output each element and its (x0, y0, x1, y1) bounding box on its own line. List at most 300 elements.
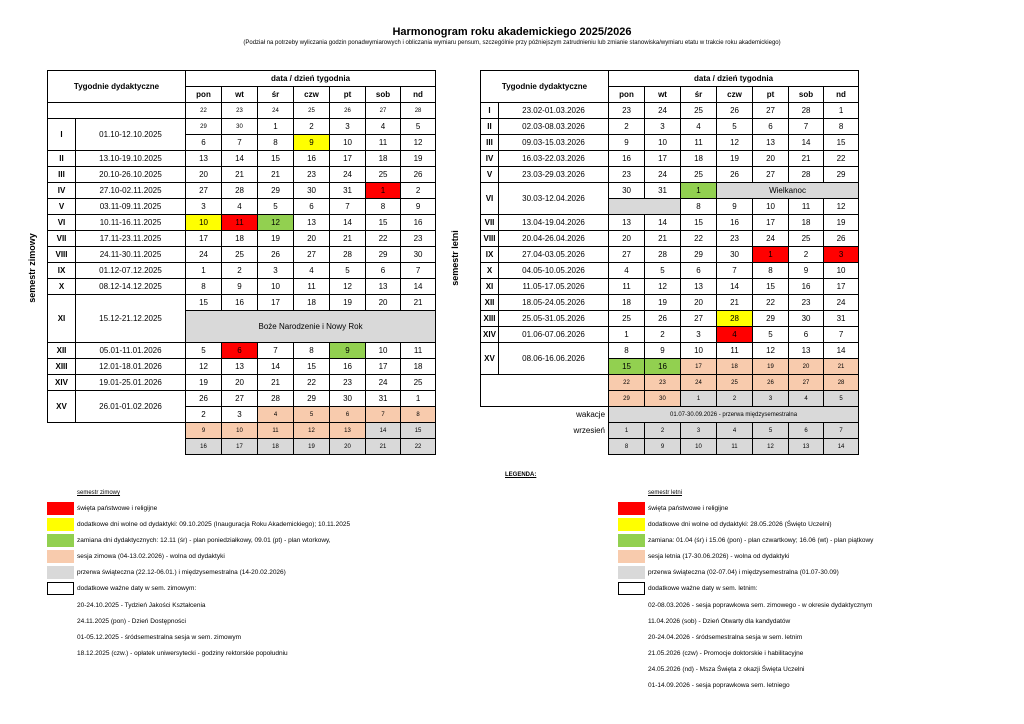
date-cell: 3 (186, 199, 222, 215)
legend-note: 20-24.04.2026 - śródsemestralna sesja w sem. letnim (648, 634, 803, 641)
date-cell: 25 (294, 103, 330, 119)
date-cell: 18 (401, 359, 436, 375)
date-cell: 5 (186, 343, 222, 359)
date-cell: 12 (294, 423, 330, 439)
date-cell: 6 (222, 343, 258, 359)
week-range: 03.11-09.11.2025 (76, 199, 186, 215)
legend-swatch (618, 518, 645, 531)
date-cell: 3 (258, 263, 294, 279)
date-cell: 16 (645, 359, 681, 375)
date-cell: 18 (717, 359, 753, 375)
date-cell: 29 (294, 391, 330, 407)
date-cell: 2 (222, 263, 258, 279)
date-cell: 28 (401, 103, 436, 119)
week-number: VI (48, 215, 76, 231)
week-number: XII (48, 343, 76, 359)
date-cell: 5 (294, 407, 330, 423)
date-cell: 12 (645, 279, 681, 295)
date-cell: 10 (753, 199, 789, 215)
date-cell: 17 (222, 439, 258, 455)
date-cell: 17 (681, 359, 717, 375)
week-number: II (481, 119, 499, 135)
date-cell: 20 (222, 375, 258, 391)
date-cell: 4 (609, 263, 645, 279)
date-cell: 9 (401, 199, 436, 215)
day-header: pon (609, 87, 645, 103)
date-cell: 28 (824, 375, 859, 391)
date-cell: 23 (330, 375, 366, 391)
date-cell: 18 (609, 295, 645, 311)
date-cell: 19 (330, 295, 366, 311)
week-range: 08.12-14.12.2025 (76, 279, 186, 295)
week-range: 12.01-18.01.2026 (76, 359, 186, 375)
date-cell: 1 (186, 263, 222, 279)
date-day-header: data / dzień tygodnia (186, 71, 436, 87)
day-header: sob (366, 87, 401, 103)
date-cell: 20 (681, 295, 717, 311)
date-cell: 19 (753, 359, 789, 375)
week-number: IV (481, 151, 499, 167)
date-cell: 23 (717, 231, 753, 247)
date-cell: 9 (330, 343, 366, 359)
week-number: XIV (481, 327, 499, 343)
legend-text: dodatkowe ważne daty w sem. zimowym: (77, 585, 197, 592)
week-range: 01.12-07.12.2025 (76, 263, 186, 279)
weeks-header: Tygodnie dydaktyczne (481, 71, 609, 103)
week-number: I (481, 103, 499, 119)
week-number: IX (481, 247, 499, 263)
date-cell: 17 (330, 151, 366, 167)
date-cell: 23 (222, 103, 258, 119)
date-cell: 5 (753, 327, 789, 343)
date-cell: 20 (609, 231, 645, 247)
week-number: VIII (481, 231, 499, 247)
date-cell: 26 (824, 231, 859, 247)
date-cell: 13 (753, 135, 789, 151)
legend-note: 01-14.09.2026 - sesja poprawkowa sem. letniego (648, 682, 790, 689)
date-cell: 17 (824, 279, 859, 295)
date-cell: 18 (258, 439, 294, 455)
week-range: 05.01-11.01.2026 (76, 343, 186, 359)
date-cell: 30 (330, 391, 366, 407)
date-cell: 25 (717, 375, 753, 391)
week-number: XII (481, 295, 499, 311)
date-cell: 31 (330, 183, 366, 199)
week-number: V (48, 199, 76, 215)
date-cell: 14 (789, 135, 824, 151)
legend-item (47, 518, 350, 531)
date-cell: 28 (717, 311, 753, 327)
date-cell: 22 (681, 231, 717, 247)
legend-item (47, 582, 196, 595)
date-cell: 26 (717, 167, 753, 183)
week-range: 19.01-25.01.2026 (76, 375, 186, 391)
date-cell: 10 (824, 263, 859, 279)
date-cell: 7 (401, 263, 436, 279)
day-header: śr (258, 87, 294, 103)
legend-swatch (618, 566, 645, 579)
legend-note: 24.05.2026 (nd) - Msza Święta z okazji Święta Uczelni (648, 666, 805, 673)
date-cell: 15 (824, 135, 859, 151)
legend-item (618, 566, 839, 579)
date-cell: 27 (789, 375, 824, 391)
date-cell: 21 (717, 295, 753, 311)
week-number: III (48, 167, 76, 183)
date-cell: 4 (258, 407, 294, 423)
date-cell: 17 (186, 231, 222, 247)
week-range: 09.03-15.03.2026 (499, 135, 609, 151)
week-number: XIII (48, 359, 76, 375)
date-cell: 15 (753, 279, 789, 295)
legend-item (618, 582, 757, 595)
date-cell: 1 (824, 103, 859, 119)
date-cell: 16 (186, 439, 222, 455)
date-cell: 9 (222, 279, 258, 295)
week-range: 30.03-12.04.2026 (499, 183, 609, 215)
date-cell: 30 (294, 183, 330, 199)
date-cell: 24 (330, 167, 366, 183)
date-cell: 7 (824, 423, 859, 439)
week-range: 08.06-16.06.2026 (499, 343, 609, 375)
week-range: 23.02-01.03.2026 (499, 103, 609, 119)
date-cell: 13 (789, 439, 824, 455)
date-cell: 3 (330, 119, 366, 135)
date-cell: 28 (645, 247, 681, 263)
date-cell: 16 (717, 215, 753, 231)
summer-semester-label: semestr letni (450, 230, 460, 286)
date-cell: 9 (645, 343, 681, 359)
date-cell: 2 (789, 247, 824, 263)
winter-calendar-table (47, 70, 436, 455)
winter-semester-label: semestr zimowy (27, 233, 37, 303)
weeks-header: Tygodnie dydaktyczne (48, 71, 186, 103)
september-label: wrzesień (573, 425, 606, 435)
date-cell: 4 (366, 119, 401, 135)
legend-text: święta państwowe i religijne (648, 505, 729, 512)
date-cell: 1 (366, 183, 401, 199)
date-cell: 12 (717, 135, 753, 151)
date-cell: 5 (753, 423, 789, 439)
legend-text: sesja zimowa (04-13.02.2026) - wolna od dydaktyki (77, 553, 225, 560)
date-cell: 4 (717, 423, 753, 439)
date-cell: 5 (258, 199, 294, 215)
date-cell: 29 (824, 167, 859, 183)
date-cell: 8 (681, 199, 717, 215)
date-cell: 15 (609, 359, 645, 375)
date-cell: 6 (789, 423, 824, 439)
date-cell: 21 (258, 375, 294, 391)
legend-text: zamiana dni dydaktycznych: 12.11 (śr) - plan poniedziałkowy, 09.01 (pt) - plan wtorkowy, (77, 537, 331, 544)
date-cell: 30 (222, 119, 258, 135)
week-range: 20.10-26.10.2025 (76, 167, 186, 183)
date-cell: 22 (366, 231, 401, 247)
date-cell: 10 (222, 423, 258, 439)
date-cell: 10 (330, 135, 366, 151)
date-cell: 25 (366, 167, 401, 183)
date-cell: 21 (222, 167, 258, 183)
legend-summer-title: semestr letni (648, 490, 683, 496)
date-cell: 4 (222, 199, 258, 215)
date-cell: 15 (294, 359, 330, 375)
date-cell: 12 (753, 439, 789, 455)
date-cell: 26 (645, 311, 681, 327)
date-cell: 23 (609, 167, 645, 183)
legend-item (618, 534, 873, 547)
week-range: 25.05-31.05.2026 (499, 311, 609, 327)
date-cell: 8 (294, 343, 330, 359)
date-cell: 6 (366, 263, 401, 279)
legend-swatch (47, 502, 74, 515)
date-cell: 13 (222, 359, 258, 375)
date-cell: 13 (294, 215, 330, 231)
week-number: VI (481, 183, 499, 215)
date-cell: 18 (366, 151, 401, 167)
date-cell: 31 (366, 391, 401, 407)
date-cell: 12 (186, 359, 222, 375)
date-cell: 7 (222, 135, 258, 151)
date-cell: 10 (645, 135, 681, 151)
date-cell: 13 (609, 215, 645, 231)
date-cell: 6 (753, 119, 789, 135)
date-cell: 30 (401, 247, 436, 263)
week-range: 24.11-30.11.2025 (76, 247, 186, 263)
week-range: 20.04-26.04.2026 (499, 231, 609, 247)
week-number: XI (48, 295, 76, 343)
week-number: XV (481, 343, 499, 375)
date-cell: 25 (401, 375, 436, 391)
week-range: 16.03-22.03.2026 (499, 151, 609, 167)
date-cell: 27 (366, 103, 401, 119)
date-cell: 21 (824, 359, 859, 375)
date-cell: 2 (294, 119, 330, 135)
week-number: I (48, 119, 76, 151)
date-cell: 4 (789, 391, 824, 407)
date-cell: 5 (330, 263, 366, 279)
date-cell: 27 (681, 311, 717, 327)
date-cell: 21 (645, 231, 681, 247)
date-cell: 16 (294, 151, 330, 167)
legend-swatch (47, 550, 74, 563)
date-cell: 25 (681, 167, 717, 183)
date-cell: 27 (609, 247, 645, 263)
date-cell: 29 (681, 247, 717, 263)
date-cell: 17 (645, 151, 681, 167)
date-cell: 20 (330, 439, 366, 455)
week-number: X (48, 279, 76, 295)
date-cell: 25 (789, 231, 824, 247)
date-cell: 17 (258, 295, 294, 311)
date-cell: 21 (366, 439, 401, 455)
date-cell: 14 (222, 151, 258, 167)
legend-swatch (47, 518, 74, 531)
date-cell: 7 (258, 343, 294, 359)
date-cell: 8 (824, 119, 859, 135)
date-cell: 8 (401, 407, 436, 423)
date-cell: 19 (401, 151, 436, 167)
legend-text: sesja letnia (17-30.06.2026) - wolna od dydaktyki (648, 553, 790, 560)
summer-vacation-label: wakacje (576, 409, 606, 419)
legend-text: przerwa świąteczna (02-07.04) i międzysemestralna (01.07-30.09) (648, 569, 839, 576)
date-cell: 9 (789, 263, 824, 279)
date-cell: 24 (258, 103, 294, 119)
date-cell: 11 (222, 215, 258, 231)
date-cell: 10 (366, 343, 401, 359)
date-cell: 5 (645, 263, 681, 279)
date-cell: 19 (717, 151, 753, 167)
date-cell: 6 (294, 199, 330, 215)
page-title: Harmonogram roku akademickiego 2025/2026 (392, 26, 632, 38)
date-cell: 15 (186, 295, 222, 311)
week-range: 27.10-02.11.2025 (76, 183, 186, 199)
date-cell: 1 (401, 391, 436, 407)
week-range: 01.06-07.06.2026 (499, 327, 609, 343)
date-cell: 29 (186, 119, 222, 135)
week-number: XIV (48, 375, 76, 391)
date-cell: 25 (222, 247, 258, 263)
week-number: III (481, 135, 499, 151)
date-cell: 24 (681, 375, 717, 391)
date-cell: 20 (366, 295, 401, 311)
week-number: XV (48, 391, 76, 423)
day-header: nd (401, 87, 436, 103)
week-range: 18.05-24.05.2026 (499, 295, 609, 311)
week-range: 13.10-19.10.2025 (76, 151, 186, 167)
date-cell: 28 (789, 167, 824, 183)
date-cell: 2 (717, 391, 753, 407)
date-day-header: data / dzień tygodnia (609, 71, 859, 87)
date-cell: 5 (824, 391, 859, 407)
legend-swatch (47, 582, 74, 595)
legend-note: 02-08.03.2026 - sesja poprawkowa sem. zimowego - w okresie dydaktycznym (648, 602, 873, 609)
legend-text: dodatkowe dni wolne od dydaktyki: 09.10.2025 (Inauguracja Roku Akademickiego); 10.11.2025 (77, 521, 351, 528)
week-number: IX (48, 263, 76, 279)
date-cell: 24 (645, 103, 681, 119)
date-cell: 26 (186, 391, 222, 407)
date-cell: 15 (681, 215, 717, 231)
date-cell: 24 (366, 375, 401, 391)
date-cell: 30 (609, 183, 645, 199)
date-cell: 11 (366, 135, 401, 151)
legend-heading: LEGENDA: (505, 472, 537, 478)
date-cell: 17 (366, 359, 401, 375)
date-cell: 13 (681, 279, 717, 295)
date-cell: 12 (401, 135, 436, 151)
date-cell: 22 (294, 375, 330, 391)
date-cell: 3 (824, 247, 859, 263)
date-cell: 29 (753, 311, 789, 327)
week-range: 13.04-19.04.2026 (499, 215, 609, 231)
day-header: wt (645, 87, 681, 103)
legend-note: 01-05.12.2025 - śródsemestralna sesja w sem. zimowym (77, 634, 242, 641)
date-cell: 1 (609, 327, 645, 343)
date-cell: 4 (717, 327, 753, 343)
legend-note: 20-24.10.2025 - Tydzień Jakości Kształcenia (77, 602, 206, 609)
date-cell: 20 (186, 167, 222, 183)
week-range: 11.05-17.05.2026 (499, 279, 609, 295)
date-cell: 19 (258, 231, 294, 247)
summer-vacation-text: 01.07-30.09.2026 - przerwa międzysemestralna (609, 407, 859, 423)
legend-swatch (47, 534, 74, 547)
date-cell: 29 (609, 391, 645, 407)
date-cell: 9 (186, 423, 222, 439)
date-cell: 13 (789, 343, 824, 359)
date-cell: 6 (681, 263, 717, 279)
day-header: pon (186, 87, 222, 103)
week-number: XI (481, 279, 499, 295)
date-cell: 26 (258, 247, 294, 263)
date-cell: 26 (717, 103, 753, 119)
week-range: 04.05-10.05.2026 (499, 263, 609, 279)
date-cell: 24 (186, 247, 222, 263)
date-cell: 5 (717, 119, 753, 135)
legend-swatch (618, 534, 645, 547)
date-cell: 18 (222, 231, 258, 247)
date-cell: 8 (186, 279, 222, 295)
date-cell: 12 (753, 343, 789, 359)
date-cell: 2 (645, 423, 681, 439)
date-cell: 12 (258, 215, 294, 231)
date-cell: 20 (753, 151, 789, 167)
date-cell: 1 (753, 247, 789, 263)
date-cell: 1 (681, 391, 717, 407)
week-number: VIII (48, 247, 76, 263)
date-cell: 23 (645, 375, 681, 391)
date-cell: 22 (401, 439, 436, 455)
day-header: nd (824, 87, 859, 103)
date-cell: 13 (186, 151, 222, 167)
date-cell: 10 (186, 215, 222, 231)
date-cell: 18 (681, 151, 717, 167)
date-cell: 14 (824, 439, 859, 455)
date-cell: 20 (294, 231, 330, 247)
legend-text: święta państwowe i religijne (77, 505, 158, 512)
date-cell: 2 (645, 327, 681, 343)
legend-swatch (618, 502, 645, 515)
date-cell: 11 (609, 279, 645, 295)
date-cell: 29 (258, 183, 294, 199)
date-cell: 7 (824, 327, 859, 343)
date-cell: 14 (401, 279, 436, 295)
date-cell: 19 (645, 295, 681, 311)
week-number: V (481, 167, 499, 183)
date-cell: 3 (645, 119, 681, 135)
legend-item (47, 534, 331, 547)
date-cell: 24 (753, 231, 789, 247)
date-cell: 26 (401, 167, 436, 183)
date-cell: 11 (717, 439, 753, 455)
date-cell: 2 (401, 183, 436, 199)
date-cell: 30 (645, 391, 681, 407)
legend-swatch (618, 582, 645, 595)
date-cell: 9 (717, 199, 753, 215)
date-cell: 9 (609, 135, 645, 151)
date-cell: 26 (753, 375, 789, 391)
date-cell: 16 (789, 279, 824, 295)
date-cell: 19 (824, 215, 859, 231)
date-cell: 22 (186, 103, 222, 119)
day-header: pt (753, 87, 789, 103)
date-cell: 31 (645, 183, 681, 199)
date-cell: 2 (186, 407, 222, 423)
date-cell: 12 (824, 199, 859, 215)
week-number: XIII (481, 311, 499, 327)
legend-note: 11.04.2026 (sob) - Dzień Otwarty dla kandydatów (648, 618, 791, 625)
date-cell: 19 (294, 439, 330, 455)
date-cell: 16 (401, 215, 436, 231)
legend-item (47, 550, 225, 563)
date-cell: 27 (222, 391, 258, 407)
date-cell: 25 (609, 311, 645, 327)
